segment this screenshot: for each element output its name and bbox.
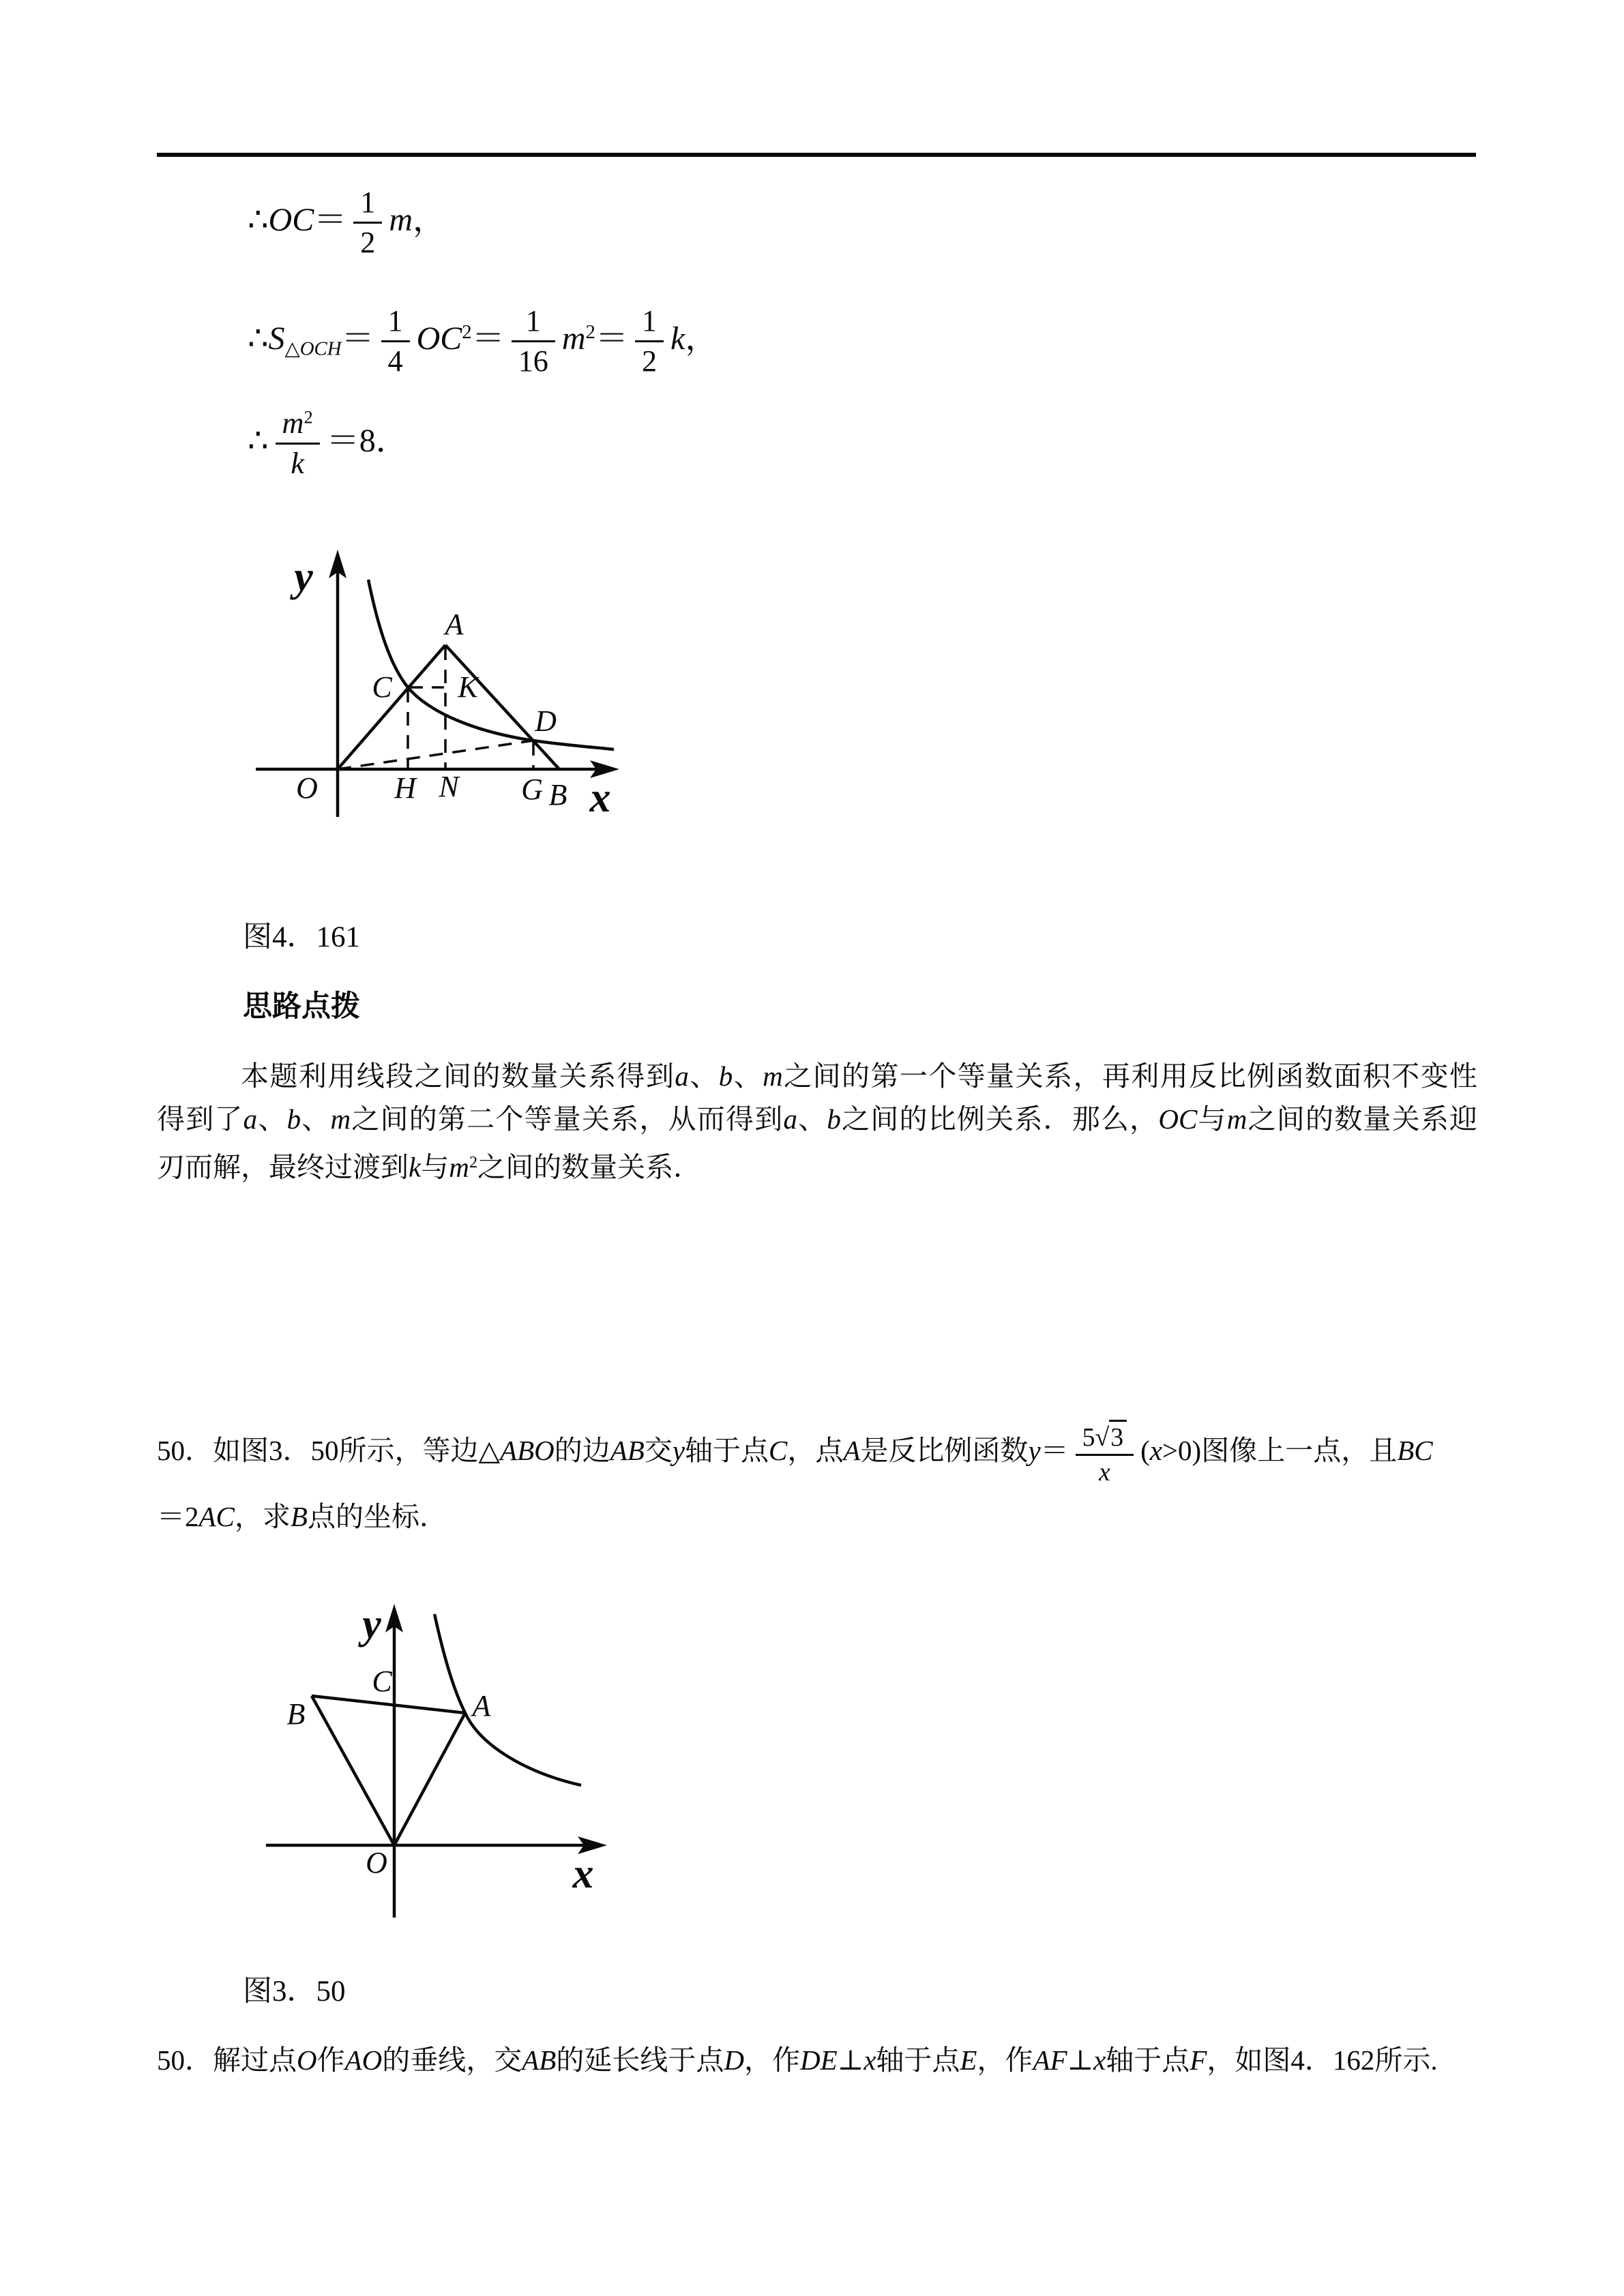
figure-2-caption: 图3．50 <box>243 1976 346 2008</box>
fig2-label-C: C <box>372 1665 392 1698</box>
fig2-label-O: O <box>366 1846 387 1879</box>
fig1-label-H: H <box>394 771 416 805</box>
fig2-x-axis-label: x <box>572 1851 594 1897</box>
top-rule <box>157 153 1476 157</box>
hint-paragraph-line-1: 本题利用线段之间的数量关系得到a、b、m之间的第一个等量关系，再利用反比例函数面积不变性 <box>241 1060 1477 1092</box>
fig2-label-A: A <box>472 1689 491 1723</box>
fig1-label-D: D <box>535 704 557 738</box>
solution-50-line: 50．解过点O作AO的垂线，交AB的延长线于点D，作DE⊥x轴于点E，作AF⊥x轴于点F，如图4．162所示. <box>157 2044 1438 2076</box>
fig2-side-ba <box>312 1696 465 1713</box>
fig1-label-G: G <box>521 773 543 806</box>
fig1-hyperbola-curve <box>368 580 614 749</box>
formula-triangle-area: $\therefore S_{\triangle OCH}=$ $\frac{1}{4}$ $OC^2=$ $\frac{1}{16}$ $m^2=$ $\frac{1}{2}$ k， <box>248 295 718 386</box>
fig1-label-N: N <box>439 770 459 803</box>
fig2-side-bo <box>312 1696 394 1845</box>
formula-m2-over-k: ∴ $\frac{m^2}{k}$ ＝8． <box>248 397 409 486</box>
fig1-label-B: B <box>548 778 567 811</box>
figure-1-coordinate-diagram <box>246 537 628 824</box>
fig1-x-axis-label: x <box>589 775 611 821</box>
fig1-label-C: C <box>372 670 392 704</box>
figure-1-caption: 图4．161 <box>243 921 360 953</box>
fig2-label-B: B <box>286 1697 306 1731</box>
formula-oc-half-m: ∴OC＝ $\frac{1}{2}$ m， <box>248 183 445 261</box>
fig1-label-O: O <box>296 771 318 805</box>
problem-50-line-2: ＝2AC，求B点的坐标． <box>157 1501 447 1532</box>
fig1-dashed-od <box>338 741 533 769</box>
fig1-label-K: K <box>458 670 478 704</box>
hint-paragraph-line-2: 得到了a、b、m之间的第二个等量关系，从而得到a、b之间的比例关系．那么，OC与m之间的数量关系迎 <box>157 1103 1477 1135</box>
fig1-label-A: A <box>445 608 464 641</box>
fig2-y-axis-label: y <box>362 1601 381 1648</box>
hint-heading: 思路点拨 <box>243 991 360 1023</box>
hint-paragraph-line-3: 刃而解，最终过渡到k与$m^2$之间的数量关系． <box>157 1151 702 1183</box>
fig2-hyperbola-curve <box>434 1614 581 1785</box>
hint-paragraph <box>157 1055 1477 1184</box>
figure-2-coordinate-diagram <box>259 1596 614 1923</box>
fig1-y-axis-label: y <box>294 554 313 600</box>
problem-50-line-1: 50．如图3．50所示，等边△ABO的边AB交y轴于点C，点A是反比例函数y＝ $\frac{5√3}{x}$ (x>0)图像上一点，且BC <box>157 1406 1433 1495</box>
fig2-side-oa <box>394 1713 465 1845</box>
